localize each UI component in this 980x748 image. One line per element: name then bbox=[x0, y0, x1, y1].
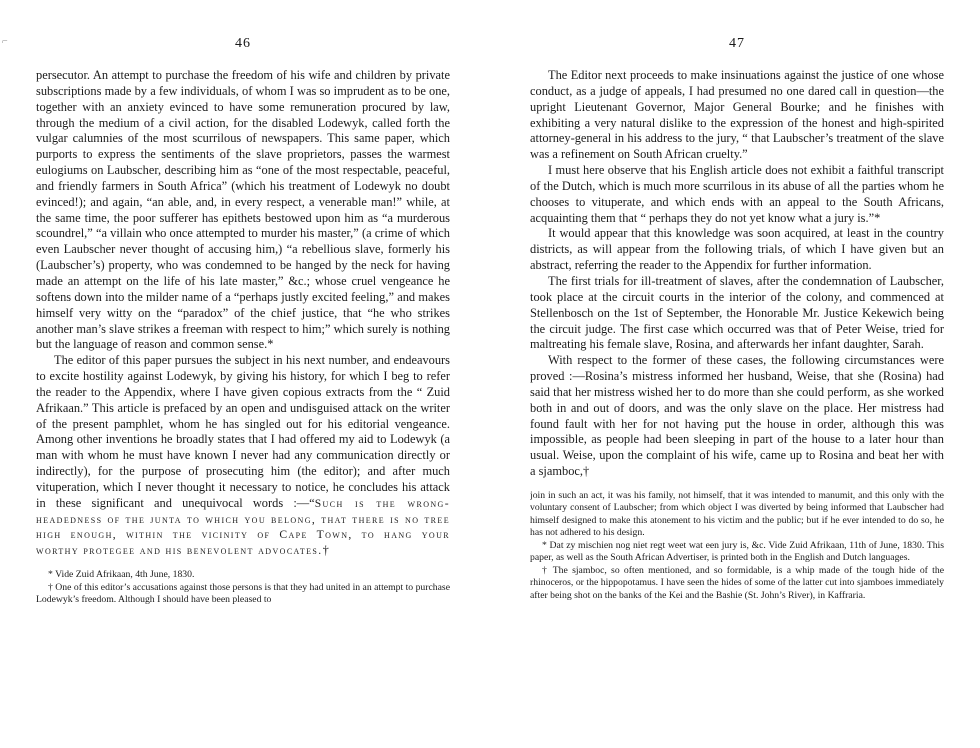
footnotes bbox=[36, 569, 450, 607]
footnote: † The sjamboc, so often mentioned, and so formidable, is a whip made of the tough hide of the rhinoceros, or the hippopotamus. I have seen the hides of some of the latter cut into sjamboes immediately after being shot on the banks of the Kei and the Bashie (St. John’s River), in Kaffraria. bbox=[530, 564, 944, 601]
page-number: 47 bbox=[729, 36, 745, 51]
page-body bbox=[36, 68, 450, 559]
paragraph: The first trials for ill-treatment of slaves, after the condemnation of Laubscher, took place at the circuit courts in the interior of the colony, and commenced at Stellenbosch on the 1st of September, the Honorable Mr. Justice Kekewich being the circuit judge. The first case which occurred was that of Peter Weise, tried for maltreating his female slave, Rosina, and afterwards her infant daughter, Sarah. bbox=[530, 273, 944, 352]
footnote-ref: † bbox=[322, 543, 329, 558]
footnote: join in such an act, it was his family, not himself, that it was intended to manumit, and this only with the voluntary consent of Laubscher; from which object I was diverted by being informed that Laubscher had himself designed to make this atonement to his victim and the public; but if he ever intended to do so, he has not adhered to his design. bbox=[530, 489, 944, 539]
paragraph-text: The editor of this paper pursues the subject in his next number, and endeavours to excite hostility against Lodewyk, by giving his history, for which I beg to refer the reader to the Appendix, where I have given copious extracts from the “ Zuid Afrikaan.” This article is prefaced by an open and undisguised attack on the writer of the present pamphlet, whom he has singled out for his editorial vengeance. Among other inventions he broadly states that I had offered my aid to Lodewyk (a man with whom he must have known I never had any communication directly or indirectly), for the purpose of prosecuting him (the editor); and after much vituperation, which I never thought it necessary to notice, he concludes his attack in these significant and unequivocal words :—“ bbox=[36, 353, 450, 510]
paragraph: With respect to the former of these cases, the following circumstances were proved :—Rosina’s mistress informed her husband, Weise, that she (Rosina) had said that her mistress wished her to do more than she could perform, as she worked both in and out of doors, and was the only slave on the place. Her mistress had found fault with her for not having put the house in order, although this was impossible, as people had been sleeping in part of the house to a later hour than usual. Weise, upon the complaint of his wife, came up to Rosina and beat her with a sjamboc,† bbox=[530, 353, 944, 479]
paragraph: I must here observe that his English article does not exhibit a faithful transcript of the Dutch, which is much more scurrilous in its abuse of all the parties whom he chooses to vituperate, and which ends with an appeal to the South Africans, acquainting them that “ perhaps they do not yet know what a jury is.”* bbox=[530, 163, 944, 225]
footnote: * Vide Zuid Afrikaan, 4th June, 1830. bbox=[48, 569, 195, 581]
paragraph: persecutor. An attempt to purchase the freedom of his wife and children by private subscriptions made by a few individuals, of whom I was so imprudent as to be one, together with an anxiety evinced to have some remuneration procured by law, through the medium of a civil action, for the disabled Lodewyk, called forth the vulgar calumnies of the most scurrilous of newspapers. This same paper, which purports to express the sentiments of the slave proprietors, passes the warmest eulogiums on Laubscher, describing him as “one of the most respectable, peaceful, and friendly farmers in South Africa” (which his treatment of Lodewyk no doubt evinced!); and again, “an able, and, in every respect, a venerable man!” while, at the same time, the poor sufferer has epithets bestowed upon him as “a murderous scoundrel,” “a villain who once attempted to murder his master,” (a crime of which even Laubscher never thought of accusing him,) “a rebellious slave, formerly his (Laubscher’s) property, who was condemned to be hanged by the neck for having made an attempt on the life of his late master,” &c.; whose cruel vengeance he softens down into the milder name of a “perhaps justly excited feeling,” and makes himself very witty on the “paradox” of the chief justice, that “he who strikes another man’s slave strikes a freeman with respect to him;” which surely is nothing but the language of reason and common sense.* bbox=[36, 68, 450, 352]
quoted-threat: Such is the wrong-headedness of the junta to which you belong, that there is no tree high enough, within the vicinity of Cape Town, to hang your worthy protegee and his benevolent advocates. bbox=[36, 496, 450, 558]
page-number: 46 bbox=[235, 36, 251, 51]
footnotes bbox=[530, 490, 944, 603]
page-body bbox=[530, 68, 944, 480]
left-page bbox=[36, 0, 450, 748]
paragraph: It would appear that this knowledge was soon acquired, at least in the country districts, as will appear from the following trials, of which I have given but an abstract, referring the reader to the Appendix for further information. bbox=[530, 226, 944, 273]
footnote: † One of this editor’s accusations against those persons is that they had united in an attempt to purchase Lodewyk’s freedom. Although I should have been pleased to bbox=[36, 581, 450, 606]
right-page bbox=[530, 0, 944, 748]
margin-mark-icon: ⌐ bbox=[2, 36, 8, 47]
paragraph bbox=[36, 353, 450, 559]
paragraph: The Editor next proceeds to make insinuations against the justice of one whose conduct, as a judge of appeals, I had presumed no one dared call in question—the upright Lieutenant Governor, Major General Bourke; and he finishes with exhibiting a very natural dislike to the expression of the honest and high-spirited attorney-general in his address to the jury, “ that Laubscher’s treatment of the slave was a refinement on South African cruelty.” bbox=[530, 68, 944, 162]
footnote: * Dat zy mischien nog niet regt weet wat een jury is, &c. Vide Zuid Afrikaan, 11th of June, 1830. This paper, as well as the South African Advertiser, is printed both in the English and Dutch languages. bbox=[530, 539, 944, 564]
